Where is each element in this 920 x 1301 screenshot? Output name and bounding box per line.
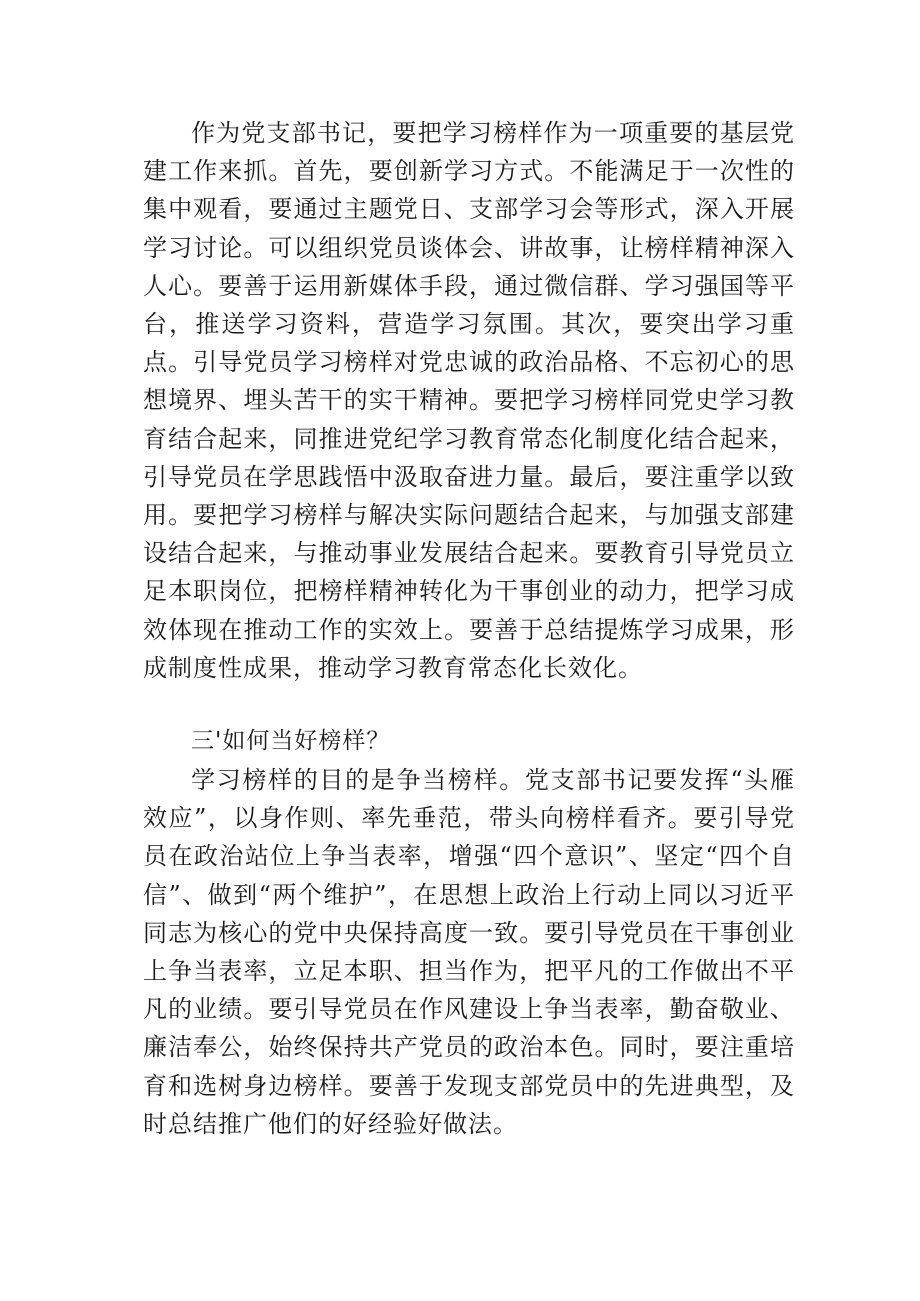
section-heading: 三'如何当好榜样？	[191, 728, 391, 754]
body-paragraph-1: 作为党支部书记，要把学习榜样作为一项重要的基层党建工作来抓。首先，要创新学习方式。不能满足于一次性的集中观看，要通过主题党日、支部学习会等形式，深入开展学习讨论。可以组织党员谈体会、讲故事，让榜样精神深入人心。要善于运用新媒体手段，通过微信群、学习强国等平台，推送学习资料，营造学习氛围。其次，要突出学习重点。引导党员学习榜样对党忠诚的政治品格、不忘初心的思想境界、埋头苦干的实干精神。要把学习榜样同党史学习教育结合起来，同推进党纪学习教育常态化制度化结合起来，引导党员在学思践悟中汲取奋进力量。最后，要注重学以致用。要把学习榜样与解决实际问题结合起来，与加强支部建设结合起来，与推动事业发展结合起来。要教育引导党员立足本职岗位，把榜样精神转化为干事创业的动力，把学习成效体现在推动工作的实效上。要善于总结提炼学习成果，形成制度性成果，推动学习教育常态化长效化。	[143, 119, 795, 682]
body-paragraph-2: 学习榜样的目的是争当榜样。党支部书记要发挥“头雁效应”，以身作则、率先垂范，带头向榜样看齐。要引导党员在政治站位上争当表率，增强“四个意识”、坚定“四个自信”、做到“两个维护”，在思想上政治上行动上同以习近平同志为核心的党中央保持高度一致。要引导党员在干事创业上争当表率，立足本职、担当作为，把平凡的工作做出不平凡的业绩。要引导党员在作风建设上争当表率，勤奋敬业、廉洁奉公，始终保持共产党员的政治本色。同时，要注重培育和选树身边榜样。要善于发现支部党员中的先进典型，及时总结推广他们的好经验好做法。	[143, 766, 795, 1138]
